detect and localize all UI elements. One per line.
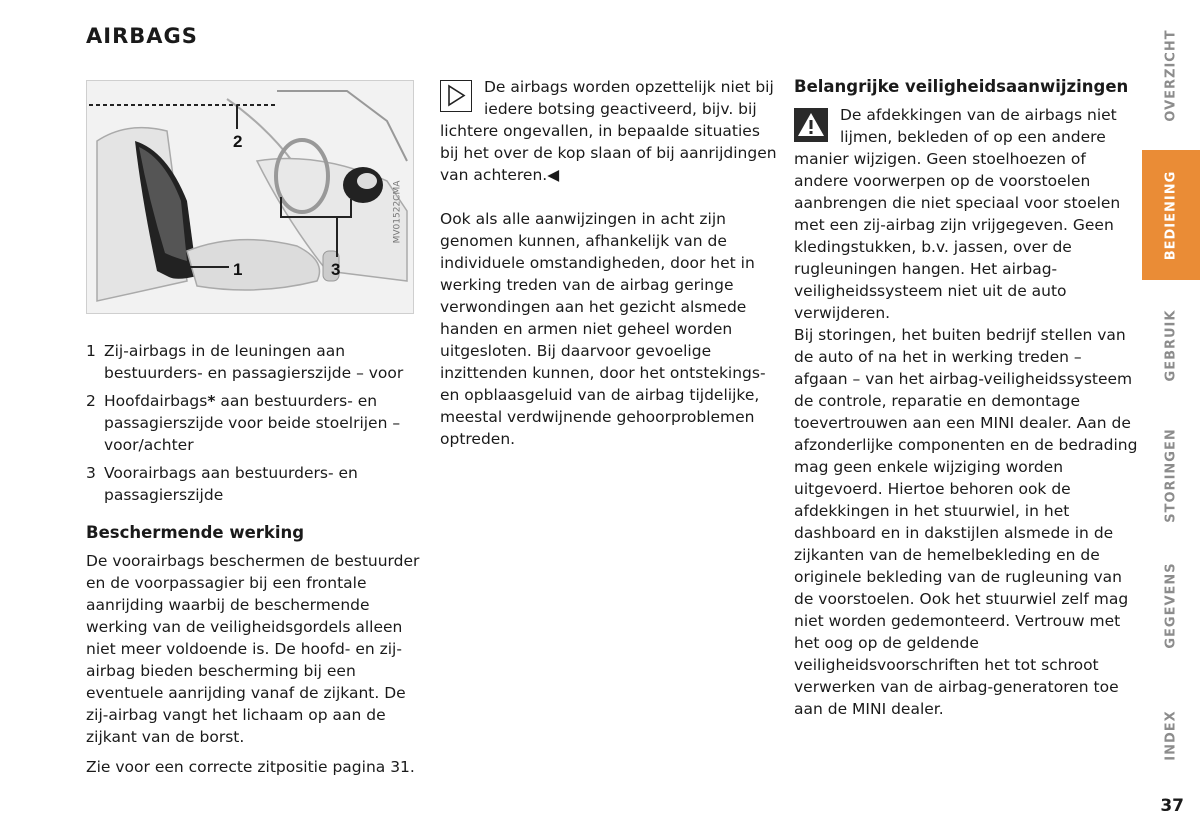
airbag-illustration bbox=[86, 80, 414, 314]
page-reference-link[interactable]: Zie voor een correcte zitpositie pagina 31. bbox=[86, 758, 415, 776]
warning-text-continued: Bij storingen, het buiten bedrijf stellen van de auto of na het in werking treden – afgaan – van het airbag-veiligheidssysteem de controle, reparatie en demontage toevertrouwen aan een MINI dealer. Aan de afzonderlijke componenten en de bedrading mag geen enkele wijziging worden uitgevoerd. Hiertoe behoren ook de afdekkingen in het stuurwiel, in het dashboard en in dakstijlen alsmede in de zijkanten van de hemelbekleding en de originele bekleding van de rugleuning van de voorstoelen. Ook het stuurwiel zelf mag niet worden gedemonteerd. Vertrouw met het oog op de geldende veiligheidsvoorschriften het tot schroot verwerken van de airbag-generatoren toe aan de MINI dealer. bbox=[794, 326, 1138, 718]
legend-item bbox=[86, 340, 426, 384]
legend-text: Zij-airbags in de leuningen aan bestuurders- en passagierszijde – voor bbox=[104, 342, 404, 382]
callout-2: 2 bbox=[233, 132, 243, 151]
body-text: De voorairbags beschermen de bestuurder en de voorpassagier bij een frontale aanrijding waarbij de beschermende werking van de veiligheidsgordels alleen niet meer voldoende is. De hoofd- en zij-airbag bieden bescherming bij een eventuele aanrijding vanaf de zijkant. De zij-airbag vangt het lichaam op aan de zijkant van de borst. bbox=[86, 552, 420, 746]
section-tabs bbox=[1142, 0, 1200, 828]
callout-1: 1 bbox=[233, 260, 243, 279]
tab-gebruik[interactable] bbox=[1142, 280, 1200, 410]
column-left bbox=[86, 80, 426, 778]
note-text bbox=[440, 76, 782, 186]
tab-index[interactable] bbox=[1142, 680, 1200, 790]
section-heading: Beschermende werking bbox=[86, 523, 305, 542]
figure-code: MV01522CMA bbox=[392, 180, 403, 244]
legend-item bbox=[86, 390, 426, 456]
optional-equipment-star: * bbox=[207, 392, 216, 410]
column-right bbox=[794, 76, 1139, 720]
tab-label: INDEX bbox=[1163, 709, 1179, 761]
tab-storingen[interactable] bbox=[1142, 410, 1200, 540]
page-number: 37 bbox=[1160, 796, 1184, 816]
tab-overzicht[interactable] bbox=[1142, 0, 1200, 150]
warning-icon bbox=[794, 108, 828, 142]
legend-item bbox=[86, 462, 426, 506]
section-heading: Belangrijke veiligheidsaanwijzingen bbox=[794, 77, 1129, 96]
tab-bediening[interactable] bbox=[1142, 150, 1200, 280]
tab-gegevens[interactable] bbox=[1142, 540, 1200, 670]
warning-text: De afdekkingen van de airbags niet lijmen, bekleden of op een andere manier wijzigen. Geen stoelhoezen of andere voorwerpen op de voorstoelen aanbrengen die niet speciaal voor stoelen met een zij-airbag zijn vrijgegeven. Geen kledingstukken, b.v. jassen, over de rugleuningen hangen. Het airbag-veiligheidssysteem niet uit de auto verwijderen. bbox=[794, 106, 1121, 322]
end-marker-icon: ◀ bbox=[547, 166, 560, 184]
tab-label: OVERZICHT bbox=[1163, 28, 1179, 122]
legend-num: 1 bbox=[86, 342, 96, 360]
tab-label: GEGEVENS bbox=[1163, 561, 1179, 649]
tab-label: GEBRUIK bbox=[1163, 309, 1179, 381]
note-triangle-icon bbox=[440, 80, 472, 112]
car-interior-drawing bbox=[87, 81, 413, 313]
legend-text: Voorairbags aan bestuurders- en passagierszijde bbox=[104, 464, 358, 504]
tab-label: BEDIENING bbox=[1163, 170, 1179, 260]
page-title: AIRBAGS bbox=[86, 24, 198, 48]
legend-text-end: aan bestuurders- en passagierszijde voor beide stoelrijen – voor/achter bbox=[104, 392, 401, 454]
legend-num: 2 bbox=[86, 392, 96, 410]
callout-3: 3 bbox=[331, 260, 341, 279]
legend-text bbox=[104, 390, 426, 456]
legend-list bbox=[86, 340, 426, 506]
legend-text-start: Hoofdairbags bbox=[104, 392, 208, 410]
column-middle bbox=[440, 76, 782, 450]
tab-label: STORINGEN bbox=[1163, 427, 1179, 523]
legend-num: 3 bbox=[86, 464, 96, 482]
note-body: De airbags worden opzettelijk niet bij iedere botsing geactiveerd, bijv. bij lichtere ongevallen, in bepaalde situaties bij het over de kop slaan of bij aanrijdingen van achteren. bbox=[440, 78, 777, 184]
body-text: Ook als alle aanwijzingen in acht zijn genomen kunnen, afhankelijk van de individuele omstandigheden, door het in werking treden van de airbag geringe verwondingen aan het gezicht alsmede handen en armen niet geheel worden uitgesloten. Bij daarvoor gevoelige inzittenden kunnen, door het ontstekings- en opblaasgeluid van de airbag tijdelijke, meestal verdwijnende gehoorproblemen optreden. bbox=[440, 210, 766, 448]
